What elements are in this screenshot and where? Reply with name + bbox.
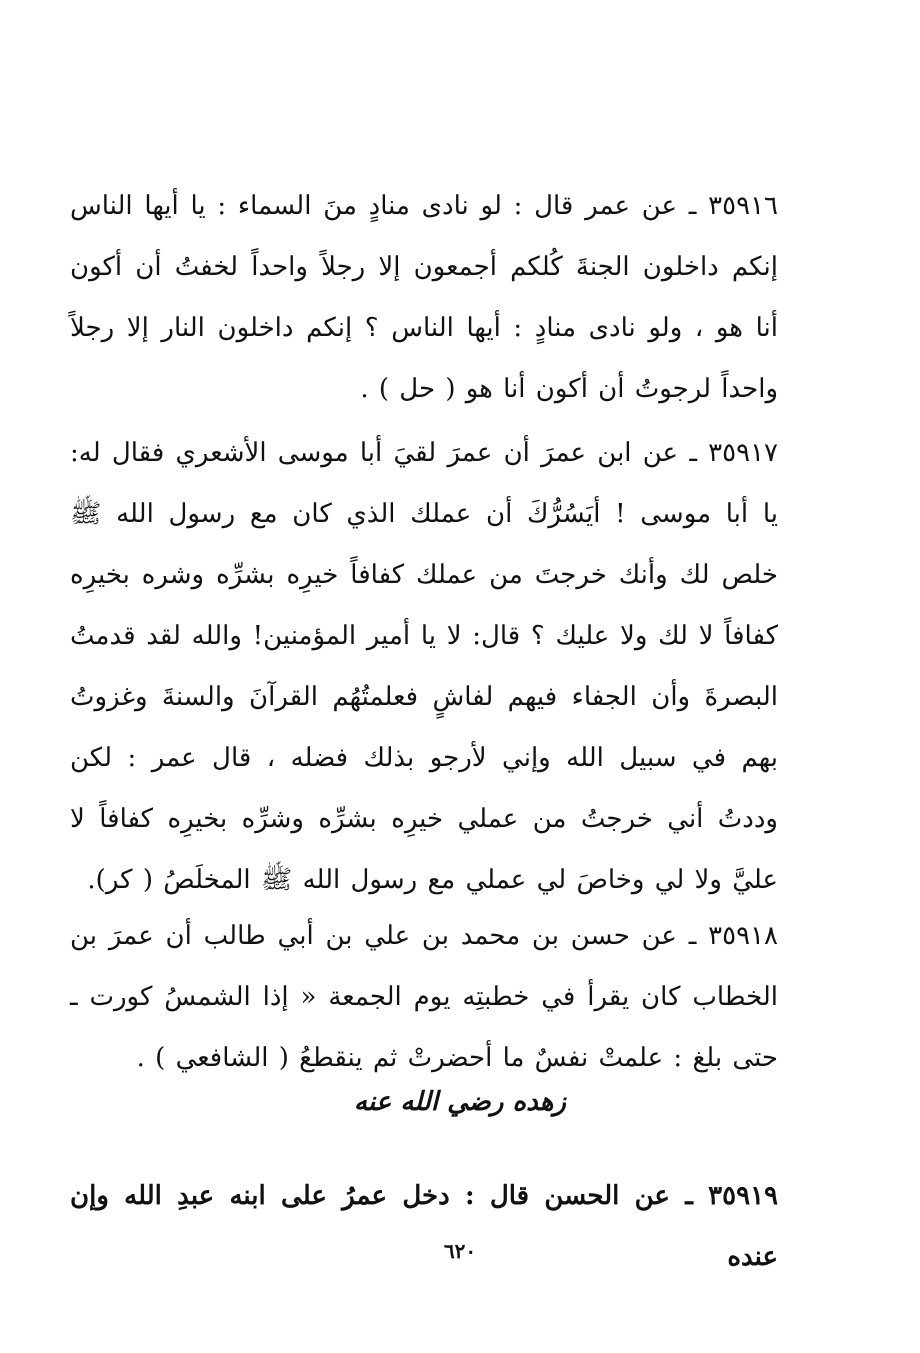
hadith-paragraph-35917: ٣٥٩١٧ ـ عن ابن عمرَ أن عمرَ لقيَ أبا موسى الأشعري فقال له: يا أبا موسى ! أيَسُرُّكَ أن عملك الذي كان مع رسول الله ﷺ خلص لك وأنك خرجتَ من عملك كفافاً خيرِه بشرِّه وشره بخيرِه كفافاً لا لك ولا عليك ؟ قال: لا يا أمير المؤمنين! والله لقد قدمتُ البصرةَ وأن الجفاء فيهم لفاشٍ فعلمتُهُم القرآنَ والسنةَ وغزوتُ بهم في سبيل الله وإني لأرجو بذلك فضله ، قال عمر : لكن وددتُ أني خرجتُ من عملي خيرِه بشرِّه وشرِّه بخيرِه كفافاً لا عليَّ ولا لي وخاصَ لي عملي مع رسول الله ﷺ المخلَصُ ( كر).: [70, 438, 778, 895]
section-heading: زهده رضي الله عنه: [354, 1087, 566, 1117]
hadith-paragraph-35916: ٣٥٩١٦ ـ عن عمر قال : لو نادى منادٍ منَ السماء : يا أيها الناس إنكم داخلون الجنةَ كُلكم أجمعون إلا رجلاً واحداً لخفتُ أن أكون أنا هو ، ولو نادى منادٍ : أيها الناس ؟ إنكم داخلون النار إلا رجلاً واحداً لرجوتُ أن أكون أنا هو ( حل ) .: [70, 191, 778, 404]
hadith-paragraph-35918: ٣٥٩١٨ ـ عن حسن بن محمد بن علي بن أبي طالب أن عمرَ بن الخطاب كان يقرأ في خطبتِه يوم الجمعة « إذا الشمسُ كورت ـ حتى بلغ : علمتْ نفسٌ ما أحضرتْ ثم ينقطعُ ( الشافعي ) .: [70, 921, 778, 1073]
hadith-paragraph-35919: ٣٥٩١٩ ـ عن الحسن قال : دخل عمرُ على ابنه عبدِ الله وإن عنده: [70, 1181, 778, 1272]
page-number: ٦٢٠: [443, 1239, 477, 1263]
